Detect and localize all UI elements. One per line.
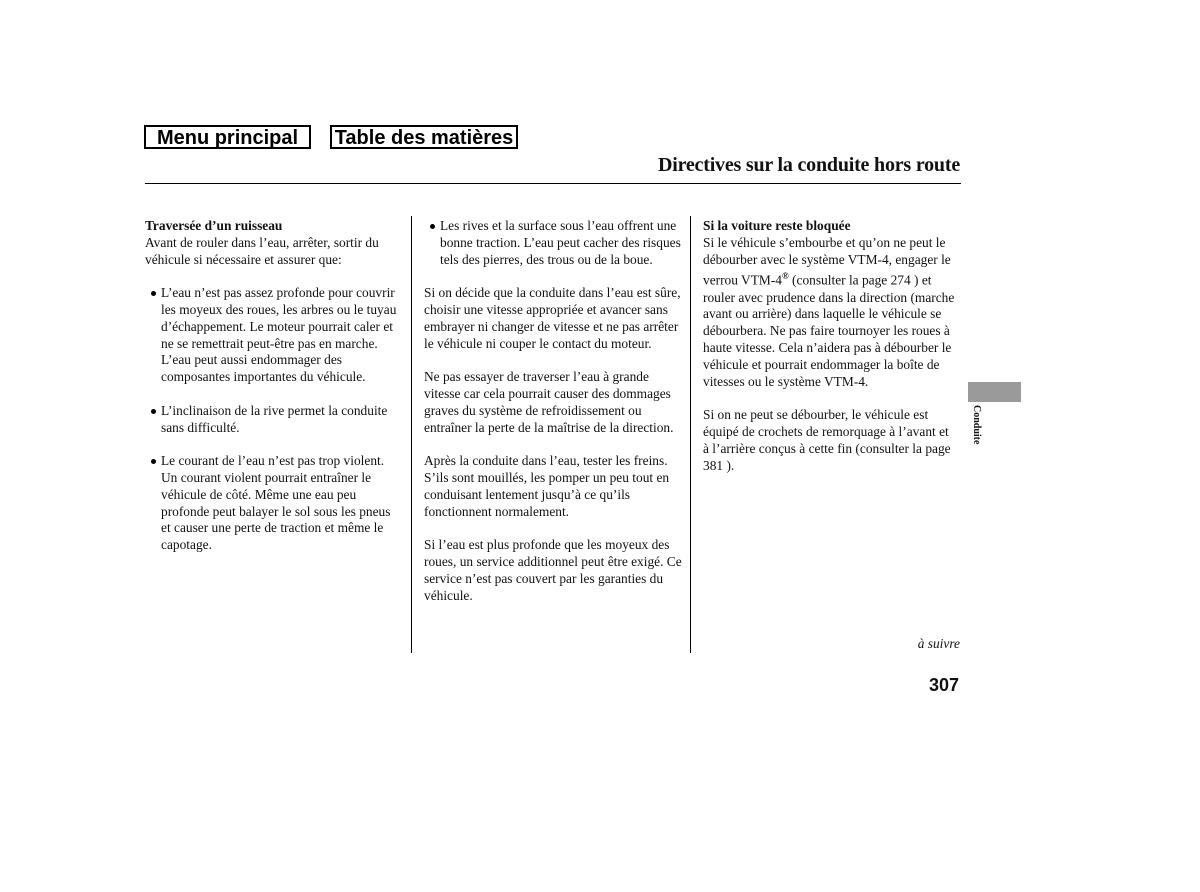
list-item: Le courant de l’eau n’est pas trop violent. Un courant violent pourrait entraîner le véhicule de côté. Même une eau peu profonde peut balayer le sol sous les pneus et causer une perte de traction et même le capotage. [145, 453, 400, 554]
header-divider [145, 183, 961, 184]
section-tab-label: Conduite [971, 405, 982, 445]
paragraph: Si le véhicule s’embourbe et qu’on ne peut le débourber avec le système VTM-4, engager le verrou VTM-4® (consulter la page 274 ) et rouler avec prudence dans la direction (marche avant ou arrière) dans laquelle le véhicule se débourbera. Ne pas faire tournoyer les roues à haute vitesse. Cela n’aidera pas à débourber le véhicule et pourrait endommager la boîte de vitesses ou le système VTM-4. [703, 234, 955, 389]
column-left [145, 218, 400, 571]
section-heading-stream-crossing: Traversée d’un ruisseau [145, 218, 283, 233]
section-tab [968, 382, 1021, 402]
page-number: 307 [928, 675, 959, 695]
paragraph: Après la conduite dans l’eau, tester les freins. S’ils sont mouillés, les pomper un peu tout en conduisant lentement jusqu’à ce qu’ils fonctionnent normalement. [424, 453, 670, 519]
section-heading-vehicle-stuck: Si la voiture reste bloquée [703, 218, 851, 233]
main-menu-button[interactable]: Menu principal [144, 125, 311, 149]
column-divider [690, 216, 691, 653]
checklist [145, 285, 400, 554]
paragraph: Si on ne peut se débourber, le véhicule est équipé de crochets de remorquage à l’avant et à l’arrière conçus à cette fin (consulter la page 381 ). [703, 407, 951, 473]
page-link-274[interactable]: page 274 [861, 272, 911, 288]
paragraph: Si on décide que la conduite dans l’eau est sûre, choisir une vitesse appropriée et avancer sans embrayer ni changer de vitesse et ne pas arrêter le véhicule ni couper le contact du moteur. [424, 285, 681, 351]
checklist-continued [424, 218, 684, 268]
continued-indicator: à suivre [917, 636, 960, 651]
intro-paragraph: Avant de rouler dans l’eau, arrêter, sortir du véhicule si nécessaire et assurer que: [145, 234, 379, 267]
column-divider [411, 216, 412, 653]
list-item: L’inclinaison de la rive permet la conduite sans difficulté. [145, 403, 400, 437]
column-right [703, 218, 958, 491]
page-title: Directives sur la conduite hors route [657, 154, 960, 176]
table-of-contents-button[interactable]: Table des matières [330, 125, 518, 149]
paragraph: Ne pas essayer de traverser l’eau à grande vitesse car cela pourrait causer des dommages graves du système de refroidissement ou entraîner la perte de la maîtrise de la direction. [424, 369, 674, 435]
column-middle [424, 218, 684, 621]
list-item: L’eau n’est pas assez profonde pour couvrir les moyeux des roues, les arbres ou le tuyau d’échappement. Le moteur pourrait caler et ne se remettrait peut-être pas en marche. L’eau peut aussi endommager des composantes importantes du véhicule. [145, 285, 400, 386]
list-item: Les rives et la surface sous l’eau offrent une bonne traction. L’eau peut cacher des risques tels des pierres, des trous ou de la boue. [424, 218, 684, 268]
page-link-381[interactable]: page 381 [703, 440, 951, 473]
paragraph: Si l’eau est plus profonde que les moyeux des roues, un service additionnel peut être exigé. Ce service n’est pas couvert par les garanties du véhicule. [424, 537, 682, 603]
registered-mark: ® [781, 271, 789, 282]
